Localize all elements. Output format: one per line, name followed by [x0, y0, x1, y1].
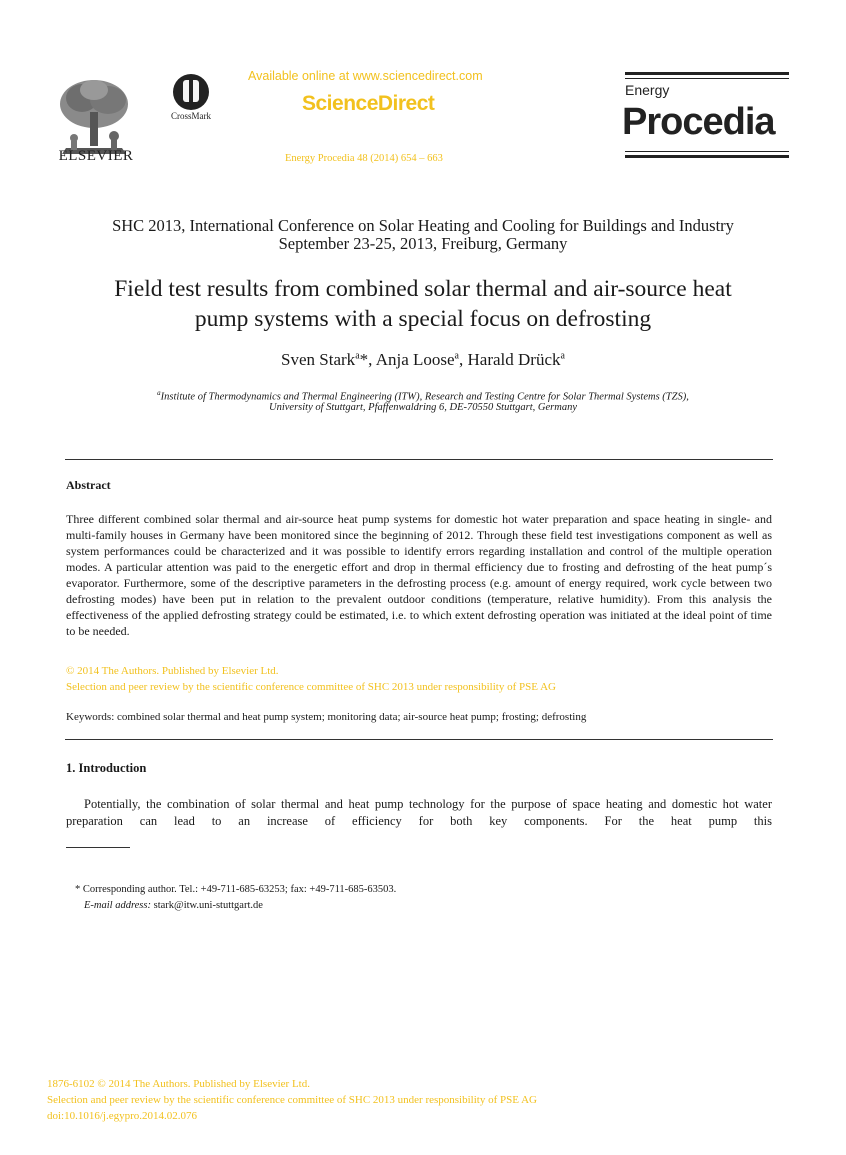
- sciencedirect-logo: ScienceDirect: [302, 92, 435, 115]
- publisher-name: ELSEVIER: [58, 148, 134, 164]
- affiliation-line-1: $^a$Institute of Thermodynamics and Thermal Engineering (ITW), Research and Testing Centre for Solar Thermal Systems (TZS),: [157, 389, 689, 403]
- author-name: Harald Drück: [467, 350, 561, 369]
- journal-logo-rule: [625, 72, 789, 75]
- conference-line-2: September 23-25, 2013, Freiburg, Germany: [278, 234, 568, 253]
- keywords: Keywords: combined solar thermal and heat pump system; monitoring data; air-source heat pump; frosting; defrosting: [66, 711, 587, 723]
- journal-logo-energy: Energy: [625, 82, 670, 98]
- email-label: E-mail address:: [84, 900, 151, 911]
- author-affiliation-mark: a: [355, 350, 360, 362]
- author-corresponding-mark: *: [359, 350, 369, 369]
- email-address[interactable]: stark@itw.uni-stuttgart.de: [153, 900, 263, 911]
- journal-logo-rule: [625, 78, 789, 79]
- affiliation-line-2: University of Stuttgart, Pfaffenwaldring 6, DE-70550 Stuttgart, Germany: [269, 402, 577, 413]
- peer-review-line: Selection and peer review by the scientific conference committee of SHC 2013 under responsibility of PSE AG: [66, 681, 556, 693]
- divider: [65, 459, 773, 460]
- footer-peer-review-line: Selection and peer review by the scientific conference committee of SHC 2013 under responsibility of PSE AG: [47, 1094, 537, 1106]
- introduction-body: Potentially, the combination of solar thermal and heat pump technology for the purpose of space heating and domestic hot water preparation can lead to an increase of efficiency for both key components. For the heat pump this: [66, 797, 772, 828]
- copyright-line: © 2014 The Authors. Published by Elsevier Ltd.: [66, 665, 279, 677]
- sciencedirect-available-link[interactable]: Available online at www.sciencedirect.com: [248, 69, 483, 83]
- abstract-heading: Abstract: [66, 478, 111, 492]
- conference-line-1: SHC 2013, International Conference on Solar Heating and Cooling for Buildings and Industry: [112, 216, 734, 235]
- paper-title-line-1: Field test results from combined solar thermal and air-source heat: [114, 276, 732, 302]
- author-name: Sven Stark: [281, 350, 356, 369]
- divider: [65, 739, 773, 740]
- author-affiliation-mark: a: [454, 350, 459, 362]
- author-list: Sven Stark$^a$*, Anja Loose$^a$, Harald Drück$^a$: [281, 350, 565, 369]
- journal-logo-rule: [625, 151, 789, 152]
- journal-logo-procedia: Procedia: [622, 101, 775, 143]
- crossmark-label: CrossMark: [171, 111, 211, 121]
- section-heading-introduction: 1. Introduction: [66, 761, 147, 775]
- footnote-rule: [66, 847, 130, 848]
- abstract-body: Three different combined solar thermal and air-source heat pump systems for domestic hot water preparation and space heating in single- and multi-family houses in Germany have been monitored since the beginning of 2012. Through these field test investigations component as well as system performances could be characterized and it was possible to identify errors regarding installation and control of the multiple operation modes. A particular attention was paid to the energetic effort and drop in thermal efficiency due to frosting and defrosting of the heat pump´s evaporator. Furthermore, some of the descriptive parameters in the defrosting process (e.g. amount of energy required, work cycle between two defrosting modes) have been put in relation to the prevalent outdoor conditions (temperature, relative humidity). From this analysis the effectiveness of the applied defrosting strategy could be estimated, i.e. to which extent defrosting operation was initiated at the ideal point of time to be needed.: [66, 512, 772, 638]
- journal-logo-rule: [625, 155, 789, 158]
- paper-title-line-2: pump systems with a special focus on defrosting: [194, 306, 652, 332]
- author-name: Anja Loose: [375, 350, 455, 369]
- doi-link[interactable]: doi:10.1016/j.egypro.2014.02.076: [47, 1110, 198, 1122]
- journal-citation: Energy Procedia 48 (2014) 654 – 663: [285, 153, 443, 164]
- corresponding-author-note: * Corresponding author. Tel.: +49-711-685-63253; fax: +49-711-685-63503.: [75, 884, 397, 895]
- author-affiliation-mark: a: [560, 350, 565, 362]
- email-note: [84, 900, 263, 911]
- issn-line: 1876-6102 © 2014 The Authors. Published by Elsevier Ltd.: [47, 1078, 310, 1090]
